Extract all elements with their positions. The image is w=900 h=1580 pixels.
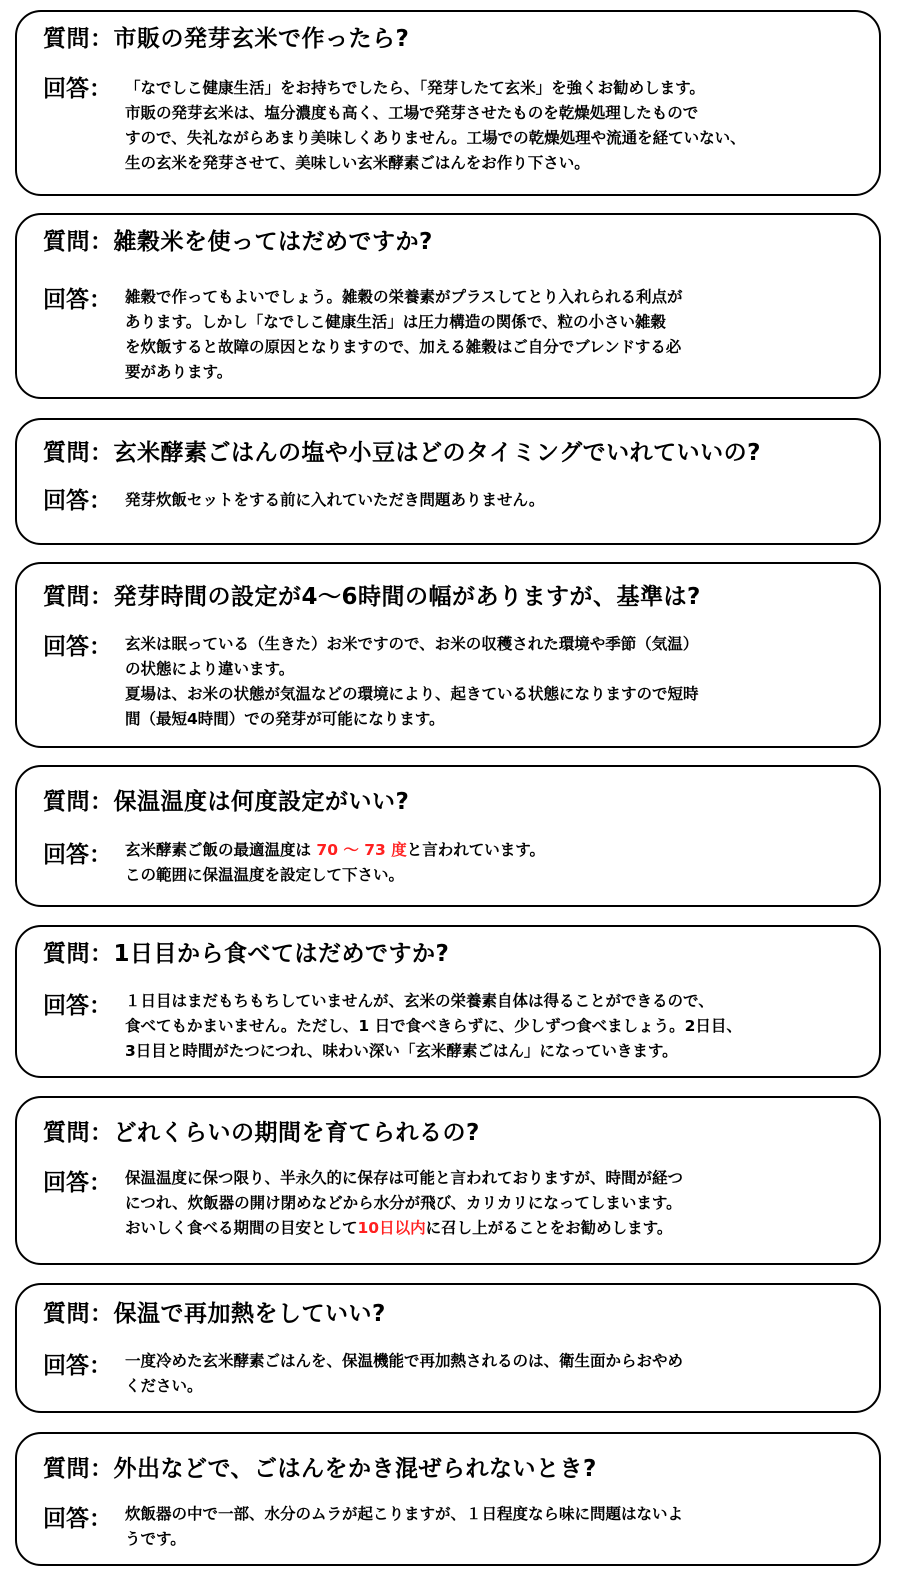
answer-line: この範囲に保温温度を設定して下さい。 xyxy=(125,866,405,884)
question: 質問：1日目から食べてはだめですか? xyxy=(43,941,450,967)
answer-label: 回答： xyxy=(43,634,112,660)
answer-label: 回答： xyxy=(43,76,112,102)
answer-line: 玄米は眠っている（生きた）お米ですので、お米の収穫された環境や季節（気温） xyxy=(125,635,699,653)
temperature-highlight: 70 ～ 73 度 xyxy=(316,841,407,859)
answer-label: 回答： xyxy=(43,1353,112,1379)
question: 質問：保温で再加熱をしていい? xyxy=(43,1301,386,1327)
answer-line xyxy=(125,1216,853,1241)
question: 質問：外出などで、ごはんをかき混ぜられないとき? xyxy=(43,1456,597,1482)
faq-card-9 xyxy=(15,1432,881,1566)
faq-card-3 xyxy=(15,418,881,545)
answer-line: うです。 xyxy=(125,1530,186,1548)
question: 質問：どれくらいの期間を育てられるの? xyxy=(43,1120,480,1146)
answer-line: １日目はまだもちもちしていませんが、玄米の栄養素自体は得ることができるので、 xyxy=(125,992,714,1010)
answer-label: 回答： xyxy=(43,993,112,1019)
answer-label: 回答： xyxy=(43,1506,112,1532)
answer-line: 保温温度に保つ限り、半永久的に保存は可能と言われておりますが、時間が経つ xyxy=(125,1169,684,1187)
answer-line: 生の玄米を発芽させて、美味しい玄米酵素ごはんをお作り下さい。 xyxy=(125,154,590,172)
answer-text xyxy=(125,285,853,385)
answer-text xyxy=(125,1349,853,1399)
answer-line: 雑穀で作ってもよいでしょう。雑穀の栄養素がプラスしてとり入れられる利点が xyxy=(125,288,683,306)
faq-card-4 xyxy=(15,562,881,748)
answer-text xyxy=(125,1502,853,1552)
answer-label: 回答： xyxy=(43,488,112,514)
answer-text xyxy=(125,1166,853,1241)
question: 質問：発芽時間の設定が4～6時間の幅がありますが、基準は? xyxy=(43,584,701,610)
answer-text xyxy=(125,838,853,888)
answer-label: 回答： xyxy=(43,842,112,868)
answer-text xyxy=(125,76,853,176)
answer-line: 間（最短4時間）での発芽が可能になります。 xyxy=(125,710,445,728)
answer-text xyxy=(125,632,853,732)
answer-text xyxy=(125,989,853,1064)
answer-line: ください。 xyxy=(125,1377,203,1395)
faq-card-5 xyxy=(15,765,881,907)
answer-label: 回答： xyxy=(43,287,112,313)
answer-text-segment: 玄米酵素ご飯の最適温度は xyxy=(125,841,317,859)
faq-card-2 xyxy=(15,213,881,399)
answer-text-segment: と言われています。 xyxy=(406,841,546,859)
faq-card-7 xyxy=(15,1096,881,1265)
answer-line: 「なでしこ健康生活」をお持ちでしたら、「発芽したて玄米」を強くお勧めします。 xyxy=(125,79,705,97)
answer-line xyxy=(125,838,853,863)
answer-text xyxy=(125,488,853,513)
period-highlight: 10日以内 xyxy=(357,1219,426,1237)
answer-line: につれ、炊飯器の開け閉めなどから水分が飛び、カリカリになってしまいます。 xyxy=(125,1194,682,1212)
answer-line: 夏場は、お米の状態が気温などの環境により、起きている状態になりますので短時 xyxy=(125,685,699,703)
answer-text-segment: に召し上がることをお勧めします。 xyxy=(425,1219,673,1237)
question: 質問：保温温度は何度設定がいい? xyxy=(43,789,410,815)
answer-line: あります。しかし「なでしこ健康生活」は圧力構造の関係で、粒の小さい雑穀 xyxy=(125,313,666,331)
answer-text-segment: おいしく食べる期間の目安として xyxy=(125,1219,358,1237)
answer-line: 一度冷めた玄米酵素ごはんを、保温機能で再加熱されるのは、衛生面からおやめ xyxy=(125,1352,684,1370)
answer-line: すので、失礼ながらあまり美味しくありません。工場での乾燥処理や流通を経ていない、 xyxy=(125,129,746,147)
answer-line: を炊飯すると故障の原因となりますので、加える雑穀はご自分でブレンドする必 xyxy=(125,338,682,356)
answer-line: 炊飯器の中で一部、水分のムラが起こりますが、１日程度なら味に問題はないよ xyxy=(125,1505,684,1523)
faq-card-1 xyxy=(15,10,881,196)
answer-line: 市販の発芽玄米は、塩分濃度も高く、工場で発芽させたものを乾燥処理したもので xyxy=(125,104,699,122)
question: 質問：雑穀米を使ってはだめですか? xyxy=(43,229,433,255)
answer-line: 3日目と時間がたつにつれ、味わい深い「玄米酵素ごはん」になっていきます。 xyxy=(125,1042,678,1060)
question: 質問：市販の発芽玄米で作ったら? xyxy=(43,26,410,52)
question: 質問：玄米酵素ごはんの塩や小豆はどのタイミングでいれていいの? xyxy=(43,440,761,466)
answer-line: の状態により違います。 xyxy=(125,660,295,678)
answer-line: 食べてもかまいません。ただし、1 日で食べきらずに、少しずつ食べましょう。2日目、 xyxy=(125,1017,742,1035)
answer-label: 回答： xyxy=(43,1170,112,1196)
faq-card-8 xyxy=(15,1283,881,1413)
answer-line: 要があります。 xyxy=(125,363,233,381)
faq-card-6 xyxy=(15,925,881,1078)
answer-line: 発芽炊飯セットをする前に入れていただき問題ありません。 xyxy=(125,491,545,509)
